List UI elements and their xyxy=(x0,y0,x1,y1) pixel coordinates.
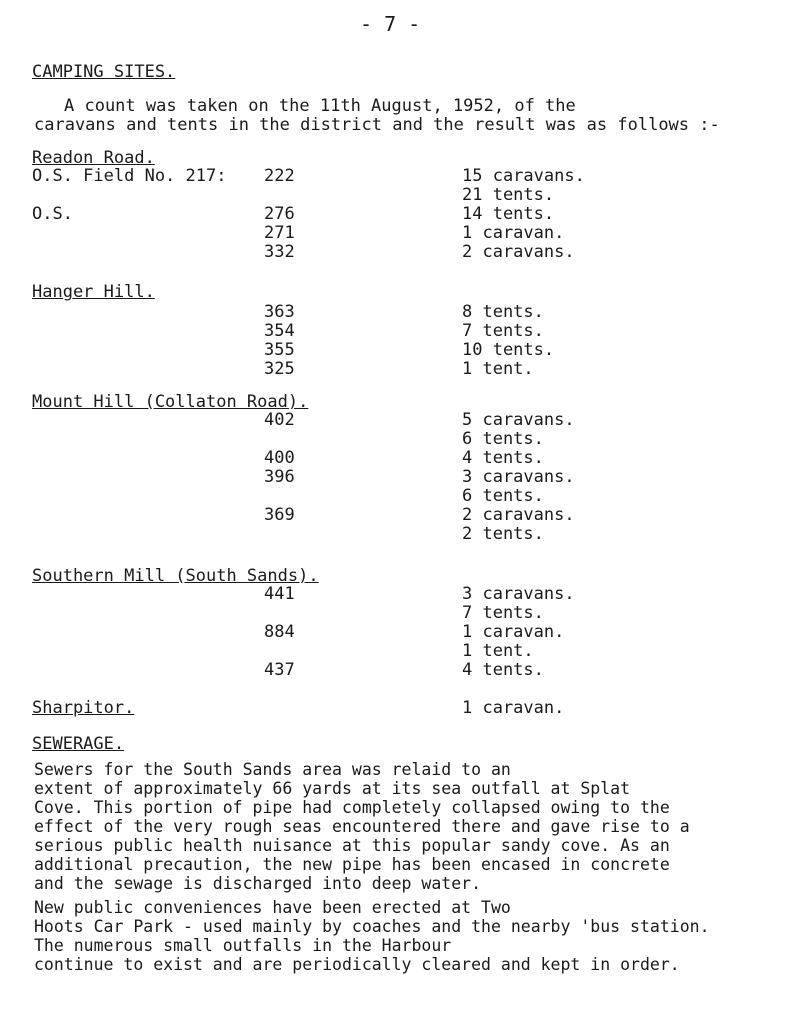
section-heading-sewerage: SEWERAGE. xyxy=(32,734,125,754)
field-number: 354 xyxy=(264,321,295,341)
os-field-prefix: O.S. Field No. 217: xyxy=(32,166,227,186)
field-number: 355 xyxy=(264,340,295,360)
field-number: 325 xyxy=(264,359,295,379)
count-result: 1 caravan. xyxy=(462,698,565,718)
count-result: 1 tent. xyxy=(462,359,534,379)
count-result: 5 caravans. xyxy=(462,410,575,430)
count-result: 7 tents. xyxy=(462,321,544,341)
intro-line-2: caravans and tents in the district and the result was as follows :- xyxy=(34,115,720,135)
os-prefix: O.S. xyxy=(32,204,73,224)
paragraph-line: effect of the very rough seas encountered there and gave rise to a xyxy=(34,817,690,836)
field-number: 396 xyxy=(264,467,295,487)
paragraph-line: Sewers for the South Sands area was relaid to an xyxy=(34,760,511,779)
location-title: Mount Hill (Collaton Road). xyxy=(32,392,309,412)
count-result: 7 tents. xyxy=(462,603,544,623)
count-result: 2 caravans. xyxy=(462,242,575,262)
location-title: Hanger Hill. xyxy=(32,282,155,302)
field-number: 884 xyxy=(264,622,295,642)
count-result: 6 tents. xyxy=(462,429,544,449)
paragraph-line: Cove. This portion of pipe had completely collapsed owing to the xyxy=(34,798,670,817)
field-number: 437 xyxy=(264,660,295,680)
count-result: 14 tents. xyxy=(462,204,555,224)
count-result: 1 tent. xyxy=(462,641,534,661)
count-result: 1 caravan. xyxy=(462,223,565,243)
count-result: 3 caravans. xyxy=(462,467,575,487)
location-title: Southern Mill (South Sands). xyxy=(32,566,319,586)
intro-line-1: A count was taken on the 11th August, 1952, of the xyxy=(64,96,576,116)
field-number: 441 xyxy=(264,584,295,604)
count-result: 4 tents. xyxy=(462,660,544,680)
paragraph-line: and the sewage is discharged into deep water. xyxy=(34,874,482,893)
paragraph-line: extent of approximately 66 yards at its sea outfall at Splat xyxy=(34,779,631,798)
location-title: Sharpitor. xyxy=(32,698,135,718)
paragraph-line: New public conveniences have been erected at Two xyxy=(34,898,511,917)
page-number: - 7 - xyxy=(360,12,421,36)
field-number: 369 xyxy=(264,505,295,525)
count-result: 6 tents. xyxy=(462,486,544,506)
count-result: 8 tents. xyxy=(462,302,544,322)
count-result: 1 caravan. xyxy=(462,622,565,642)
count-result: 10 tents. xyxy=(462,340,555,360)
count-result: 21 tents. xyxy=(462,185,555,205)
paragraph-line: The numerous small outfalls in the Harbour xyxy=(34,936,452,955)
paragraph-line: Hoots Car Park - used mainly by coaches and the nearby 'bus station. xyxy=(34,917,710,936)
count-result: 3 caravans. xyxy=(462,584,575,604)
field-number: 276 xyxy=(264,204,295,224)
field-number: 363 xyxy=(264,302,295,322)
paragraph-line: continue to exist and are periodically cleared and kept in order. xyxy=(34,955,680,974)
paragraph-line: additional precaution, the new pipe has been encased in concrete xyxy=(34,855,670,874)
paragraph-line: serious public health nuisance at this popular sandy cove. As an xyxy=(34,836,670,855)
field-number: 402 xyxy=(264,410,295,430)
count-result: 2 tents. xyxy=(462,524,544,544)
count-result: 15 caravans. xyxy=(462,166,585,186)
field-number: 222 xyxy=(264,166,295,186)
count-result: 2 caravans. xyxy=(462,505,575,525)
count-result: 4 tents. xyxy=(462,448,544,468)
location-title: Readon Road. xyxy=(32,148,155,168)
field-number: 271 xyxy=(264,223,295,243)
section-heading-camping-sites: CAMPING SITES. xyxy=(32,62,176,82)
field-number: 400 xyxy=(264,448,295,468)
field-number: 332 xyxy=(264,242,295,262)
